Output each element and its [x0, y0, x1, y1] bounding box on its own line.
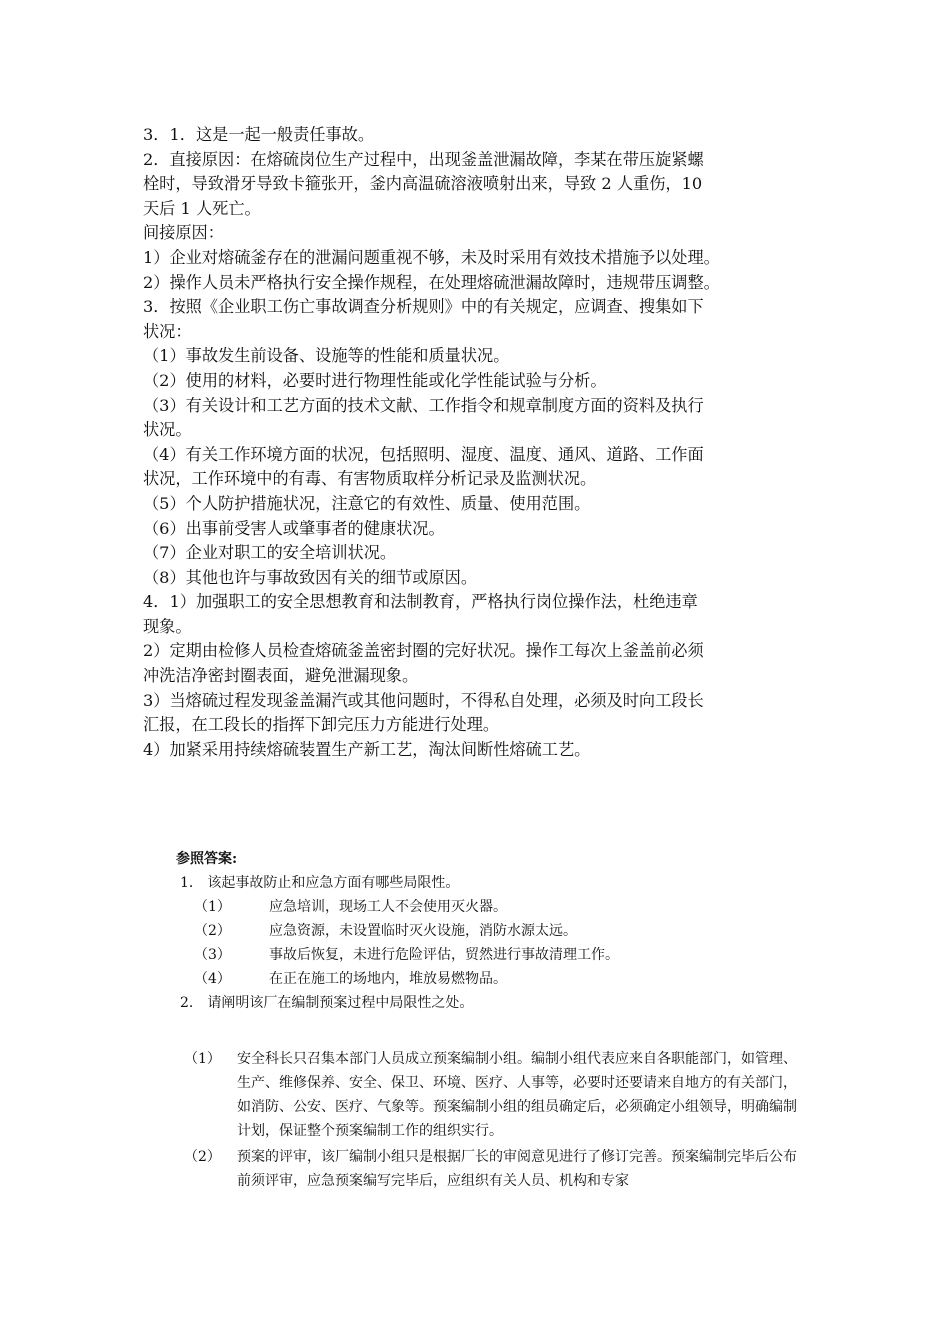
list-item: [176, 919, 816, 943]
text-line: 3．1．这是一起一般责任事故。: [143, 125, 375, 144]
question-2: 2． 请阐明该厂在编制预案过程中局限性之处。: [180, 995, 474, 1011]
text-line: 状况。: [143, 420, 192, 440]
item-text: 在正在施工的场地内，堆放易燃物品。: [269, 971, 507, 987]
reference-answer-title: 参照答案:: [176, 851, 238, 867]
text-line: 间接原因：: [143, 223, 224, 243]
item-number: （1）: [184, 1051, 221, 1067]
spacer: [176, 1015, 816, 1047]
text-line: 4）加紧采用持续熔硫装置生产新工艺，淘汰间断性熔硫工艺。: [143, 739, 591, 759]
text-line: 汇报，在工段长的指挥下卸完压力方能进行处理。: [143, 715, 500, 735]
reference-answer-section: [176, 847, 816, 1195]
text-line: 3）当熔硫过程发现釜盖漏汽或其他问题时，不得私自处理，必须及时向工段长: [143, 690, 704, 710]
text-line: 1）企业对熔硫釜存在的泄漏问题重视不够，未及时采用有效技术措施予以处理。: [143, 247, 720, 267]
question-1: 1． 该起事故防止和应急方面有哪些局限性。: [180, 875, 460, 891]
item-number: （3）: [194, 947, 231, 963]
item-text: 应急培训，现场工人不会使用灭火器。: [269, 899, 507, 915]
text-line: 天后 1 人死亡。: [143, 198, 261, 218]
text-line: 2．直接原因：在熔硫岗位生产过程中，出现釜盖泄漏故障，李某在带压旋紧螺: [143, 149, 704, 169]
text-line: （7）企业对职工的安全培训状况。: [143, 543, 397, 563]
accident-analysis-text: [143, 123, 833, 762]
text-line: 现象。: [143, 616, 192, 636]
item-number: （2）: [194, 923, 231, 939]
list-item: [176, 1145, 816, 1193]
text-line: 4．1）加强职工的安全思想教育和法制教育，严格执行岗位操作法，杜绝违章: [143, 592, 698, 612]
text-line: （6）出事前受害人或肇事者的健康状况。: [143, 518, 445, 538]
text-line: 栓时，导致滑牙导致卡箍张开，釜内高温硫溶液喷射出来，导致 2 人重伤，10: [143, 174, 703, 194]
list-item: [176, 943, 816, 967]
item-number: （1）: [194, 899, 231, 915]
text-line: 状况：: [143, 321, 192, 341]
text-line: 冲洗洁净密封圈表面，避免泄漏现象。: [143, 666, 419, 686]
item-text: 安全科长只召集本部门人员成立预案编制小组。编制小组代表应来自各职能部门，如管理、生产、维修保养、安全、保卫、环境、医疗、人事等，必要时还要请来自地方的有关部门，如消防、公安、医疗、气象等。预案编制小组的组员确定后，必须确定小组领导，明确编制计划，保证整个预案编制工作的组织实行。: [237, 1051, 797, 1139]
text-line: （4）有关工作环境方面的状况，包括照明、湿度、温度、通风、道路、工作面: [143, 444, 704, 464]
item-number: （2）: [184, 1149, 221, 1165]
text-line: 2）操作人员未严格执行安全操作规程，在处理熔硫泄漏故障时，违规带压调整。: [143, 272, 720, 292]
text-line: （1）事故发生前设备、设施等的性能和质量状况。: [143, 346, 510, 366]
text-line: （8）其他也许与事故致因有关的细节或原因。: [143, 567, 478, 587]
text-line: （3）有关设计和工艺方面的技术文献、工作指令和规章制度方面的资料及执行: [143, 395, 704, 415]
text-line: 状况，工作环境中的有毒、有害物质取样分析记录及监测状况。: [143, 469, 597, 489]
text-line: 2）定期由检修人员检查熔硫釜盖密封圈的完好状况。操作工每次上釜盖前必须: [143, 641, 704, 661]
item-text: 预案的评审，该厂编制小组只是根据厂长的审阅意见进行了修订完善。预案编制完毕后公布前须评审，应急预案编写完毕后，应组织有关人员、机构和专家: [237, 1149, 797, 1189]
text-line: （2）使用的材料，必要时进行物理性能或化学性能试验与分析。: [143, 370, 607, 390]
item-text: 应急资源，未设置临时灭火设施，消防水源太远。: [269, 923, 577, 939]
list-item: [176, 1047, 816, 1143]
text-line: （5）个人防护措施状况，注意它的有效性、质量、使用范围。: [143, 493, 591, 513]
list-item: [176, 967, 816, 991]
item-text: 事故后恢复，未进行危险评估，贸然进行事故清理工作。: [269, 947, 619, 963]
item-number: （4）: [194, 971, 231, 987]
list-item: [176, 895, 816, 919]
text-line: 3．按照《企业职工伤亡事故调查分析规则》中的有关规定，应调查、搜集如下: [143, 297, 704, 317]
